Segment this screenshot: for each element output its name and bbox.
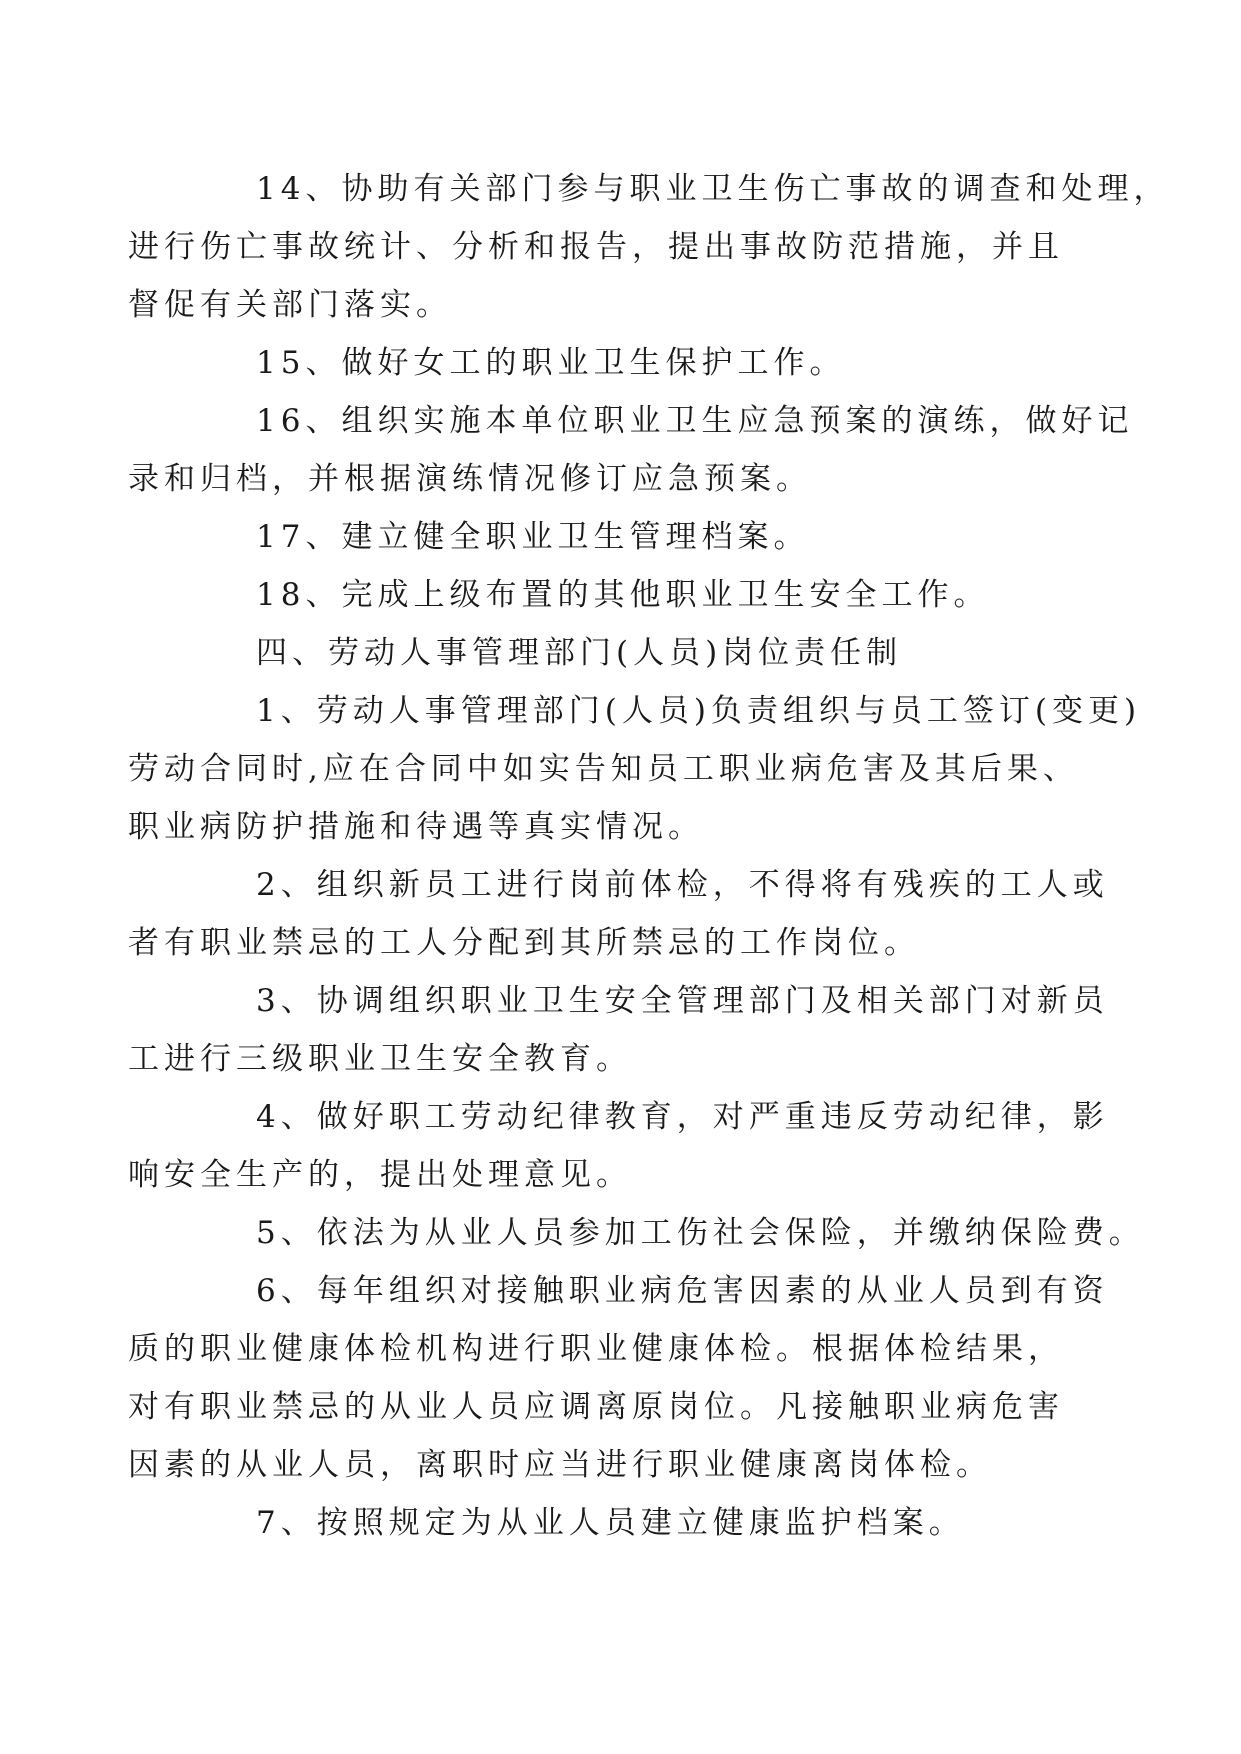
line: 工进行三级职业卫生安全教育。: [128, 1041, 632, 1077]
line: 者有职业禁忌的工人分配到其所禁忌的工作岗位。: [128, 925, 920, 961]
paragraph-4: [128, 1088, 1109, 1204]
line: 3、协调组织职业卫生安全管理部门及相关部门对新员: [256, 983, 1109, 1019]
line: 6、每年组织对接触职业病危害因素的从业人员到有资: [256, 1273, 1109, 1309]
paragraph-18: [192, 566, 1092, 624]
line: 4、做好职工劳动纪律教育，对严重违反劳动纪律，影: [256, 1099, 1109, 1135]
line: 职业病防护措施和待遇等真实情况。: [128, 809, 704, 845]
paragraph-1: [128, 682, 1142, 856]
line: 劳动合同时,应在合同中如实告知员工职业病危害及其后果、: [128, 751, 1079, 787]
heading-text: 四、劳动人事管理部门(人员)岗位责任制: [256, 635, 903, 671]
line: 14、协助有关部门参与职业卫生伤亡事故的调查和处理，: [256, 171, 1170, 207]
line: 18、完成上级布置的其他职业卫生安全工作。: [256, 577, 990, 613]
line: 对有职业禁忌的从业人员应调离原岗位。凡接触职业病危害: [128, 1389, 1064, 1425]
paragraph-5: [192, 1204, 1145, 1262]
paragraph-17: [192, 508, 1092, 566]
line: 响安全生产的，提出处理意见。: [128, 1157, 632, 1193]
line: 7、按照规定为从业人员建立健康监护档案。: [256, 1505, 965, 1541]
line: 录和归档，并根据演练情况修订应急预案。: [128, 461, 812, 497]
line: 2、组织新员工进行岗前体检，不得将有残疾的工人或: [256, 867, 1109, 903]
line: 1、劳动人事管理部门(人员)负责组织与员工签订(变更): [256, 693, 1142, 729]
line: 督促有关部门落实。: [128, 287, 452, 323]
document-body: [128, 160, 1170, 1552]
paragraph-2: [128, 856, 1109, 972]
section-heading: [192, 624, 1092, 682]
line: 15、做好女工的职业卫生保护工作。: [256, 345, 846, 381]
paragraph-7: [192, 1494, 1092, 1552]
line: 16、组织实施本单位职业卫生应急预案的演练，做好记: [256, 403, 1134, 439]
line: 17、建立健全职业卫生管理档案。: [256, 519, 810, 555]
paragraph-6: [128, 1262, 1109, 1494]
line: 质的职业健康体检机构进行职业健康体检。根据体检结果，: [128, 1331, 1064, 1367]
paragraph-14: [128, 160, 1170, 334]
line: 5、依法为从业人员参加工伤社会保险，并缴纳保险费。: [256, 1215, 1145, 1251]
paragraph-15: [192, 334, 1092, 392]
line: 因素的从业人员，离职时应当进行职业健康离岗体检。: [128, 1447, 992, 1483]
paragraph-16: [128, 392, 1134, 508]
line: 进行伤亡事故统计、分析和报告，提出事故防范措施，并且: [128, 229, 1064, 265]
paragraph-3: [128, 972, 1109, 1088]
